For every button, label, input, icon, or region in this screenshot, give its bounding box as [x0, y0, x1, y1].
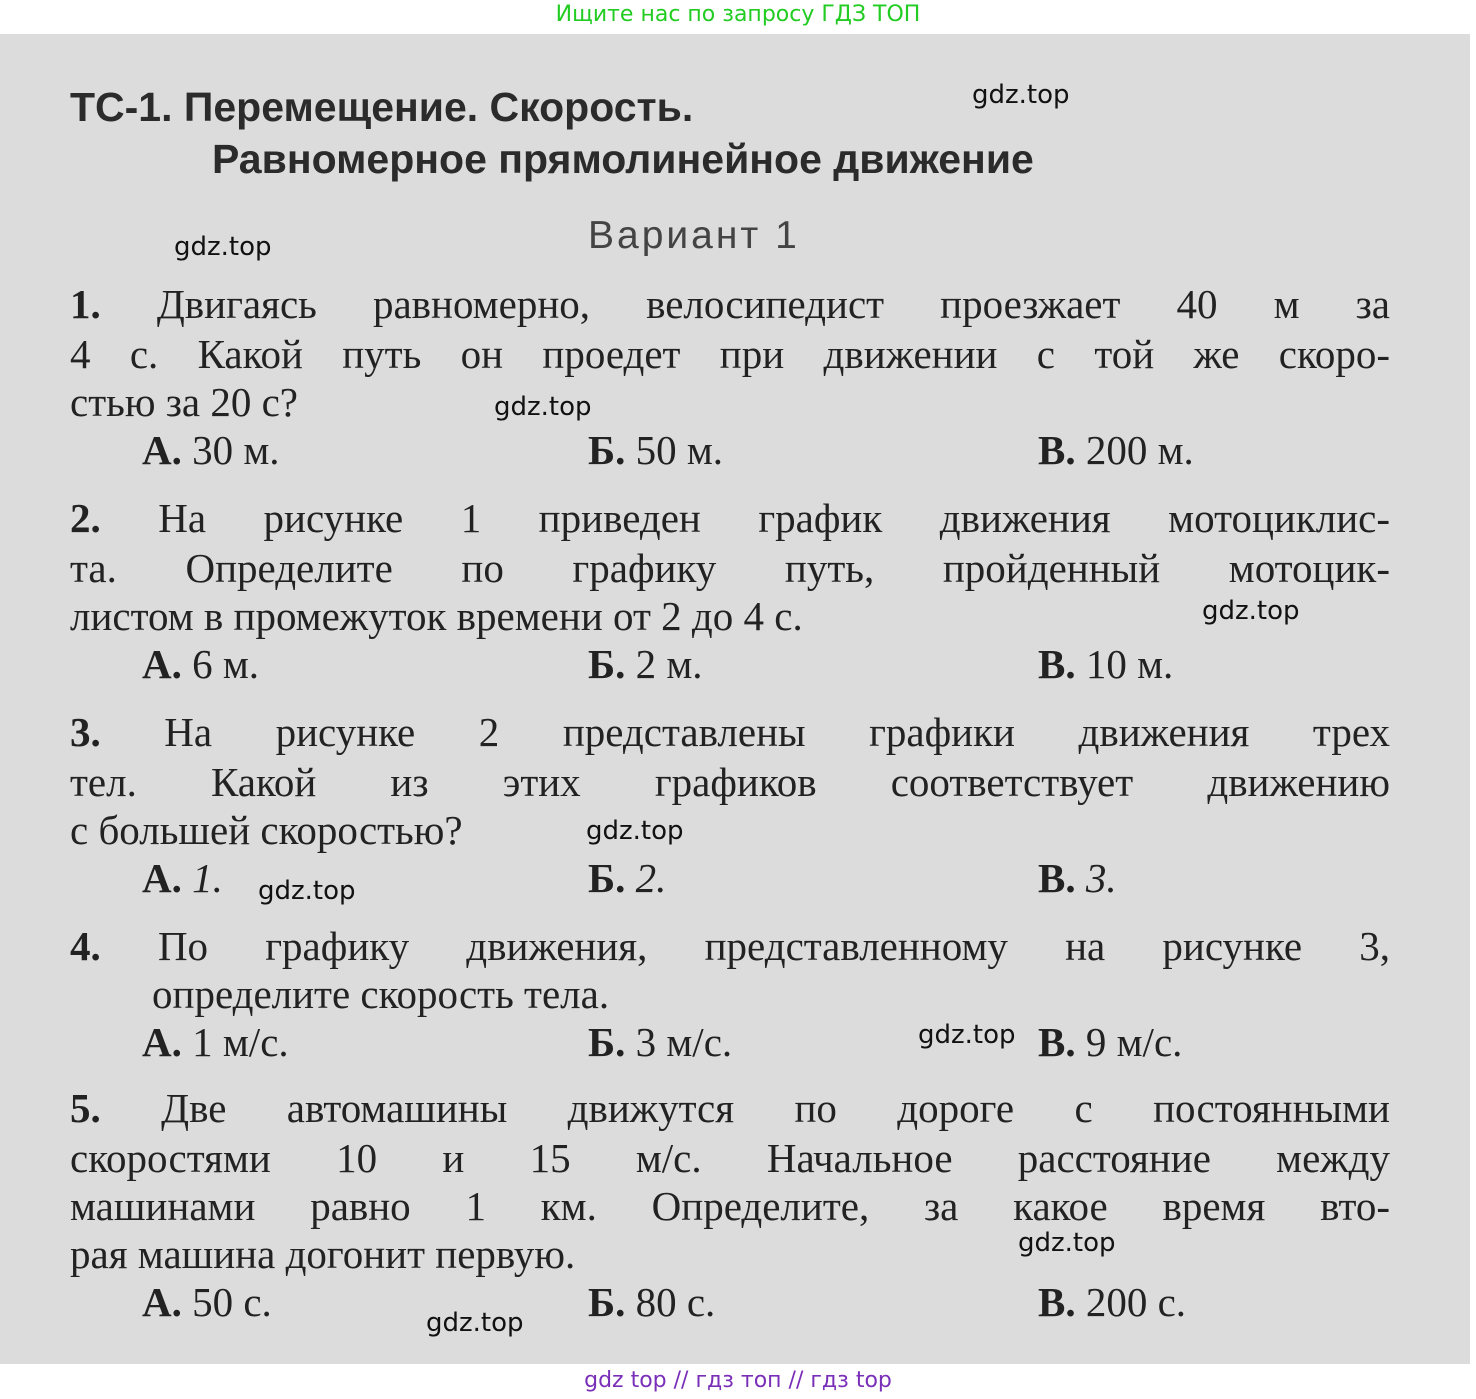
watermark: gdz.top	[174, 232, 272, 262]
q4-answer-c: В. 9 м/с.	[1038, 1019, 1183, 1065]
watermark: gdz.top	[918, 1020, 1016, 1050]
watermark: gdz.top	[972, 80, 1070, 110]
q3-line-2	[70, 758, 1390, 806]
q3-answer-b: Б. 2.	[588, 855, 667, 901]
watermark: gdz.top	[586, 816, 684, 846]
q5-text-2: скоростями 10 и 15 м/с. Начальное расстояние между	[70, 1135, 1390, 1181]
q3-text-1: На рисунке 2 представлены графики движения трех	[164, 709, 1390, 755]
q2-text-3: листом в промежуток времени от 2 до 4 с.	[70, 593, 803, 639]
q3-answer-a: А. 1.	[142, 855, 223, 901]
q4-answer-b: Б. 3 м/с.	[588, 1019, 733, 1065]
q3-number: 3.	[70, 709, 101, 755]
q4-answer-a: А. 1 м/с.	[142, 1019, 289, 1065]
variant-heading: Вариант 1	[588, 214, 800, 257]
watermark: gdz.top	[258, 876, 356, 906]
top-banner[interactable]: Ищите нас по запросу ГДЗ ТОП	[0, 0, 1476, 32]
q2-answer-a: А. 6 м.	[142, 641, 260, 687]
bottom-banner[interactable]: gdz top // гдз топ // гдз top	[0, 1366, 1476, 1399]
q5-answer-b: Б. 80 с.	[588, 1279, 716, 1325]
q5-line-4	[70, 1230, 1390, 1278]
q5-answer-a: А. 50 с.	[142, 1279, 272, 1325]
q1-text-2: 4 с. Какой путь он проедет при движении с той же скоро-	[70, 331, 1390, 377]
q2-text-2: та. Определите по графику путь, пройденный мотоцик-	[70, 545, 1390, 591]
q1-text-1: Двигаясь равномерно, велосипедист проезжает 40 м за	[156, 281, 1390, 327]
watermark: gdz.top	[494, 392, 592, 422]
scanned-page	[0, 34, 1470, 1364]
watermark: gdz.top	[1018, 1228, 1116, 1258]
watermark: gdz.top	[426, 1308, 524, 1338]
q1-answer-a: А. 30 м.	[142, 427, 280, 473]
q2-number: 2.	[70, 495, 101, 541]
q1-answer-b: Б. 50 м.	[588, 427, 724, 473]
q2-line-2	[70, 544, 1390, 592]
q5-text-3: машинами равно 1 км. Определите, за какое время вто-	[70, 1183, 1390, 1229]
q5-number: 5.	[70, 1085, 101, 1131]
q1-text-3: стью за 20 с?	[70, 379, 298, 425]
watermark: gdz.top	[1202, 596, 1300, 626]
q4-line-1	[70, 922, 1390, 970]
q1-line-1	[70, 280, 1390, 328]
q2-line-1	[70, 494, 1390, 542]
q2-answer-c: В. 10 м.	[1038, 641, 1174, 687]
q2-line-3	[70, 592, 1390, 640]
q1-answer-c: В. 200 м.	[1038, 427, 1194, 473]
q4-text-1: По графику движения, представленному на рисунке 3,	[157, 923, 1390, 969]
q3-line-3	[70, 806, 1390, 854]
q3-answer-c: В. 3.	[1038, 855, 1117, 901]
q4-text-2: определите скорость тела.	[152, 971, 610, 1017]
q5-line-2	[70, 1134, 1390, 1182]
q5-answer-c: В. 200 с.	[1038, 1279, 1187, 1325]
q5-text-1: Две автомашины движутся по дороге с постоянными	[161, 1085, 1390, 1131]
q4-line-2	[152, 970, 1390, 1018]
q5-line-1	[70, 1084, 1390, 1132]
title-line-1: ТС-1. Перемещение. Скорость.	[70, 84, 694, 130]
q1-line-3	[70, 378, 1390, 426]
q1-line-2	[70, 330, 1390, 378]
q4-number: 4.	[70, 923, 101, 969]
title-line-2: Равномерное прямолинейное движение	[212, 136, 1034, 182]
q3-line-1	[70, 708, 1390, 756]
q5-text-4: рая машина догонит первую.	[70, 1231, 576, 1277]
q3-text-3: с большей скоростью?	[70, 807, 463, 853]
q3-text-2: тел. Какой из этих графиков соответствует движению	[70, 759, 1390, 805]
q2-text-1: На рисунке 1 приведен график движения мотоциклис-	[158, 495, 1391, 541]
q2-answer-b: Б. 2 м.	[588, 641, 703, 687]
q5-line-3	[70, 1182, 1390, 1230]
q1-number: 1.	[70, 281, 101, 327]
